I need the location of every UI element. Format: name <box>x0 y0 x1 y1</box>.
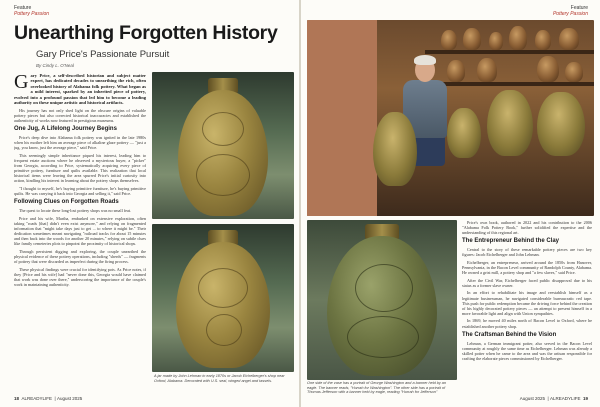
feature-tag-left <box>14 5 49 17</box>
paragraph: Through persistent digging and exploring, the couple unearthed the physical evidence of these pottery operations, including "sherds" — fragments of pottery that were discarded as imperfect during the firing process. <box>14 248 146 265</box>
page-number: 19 <box>582 396 588 401</box>
paragraph: After the Civil War, Eichelberger faced public disapproval due to his status as a former slave owner. <box>462 277 592 288</box>
paragraph: Price's own book, authored in 2022 and his contribution to the 2006 "Alabama Folk Pottery Book," further solidified the expertise and the understanding of this regional art. <box>462 220 592 236</box>
feature-tag-right <box>553 5 588 17</box>
right-page <box>301 0 600 407</box>
section-label: Pottery Passion <box>552 11 588 17</box>
drop-cap: G <box>14 73 29 93</box>
byline: By Cindy L. O'Neal <box>36 63 74 68</box>
paragraph: Lehman, a German immigrant potter, also served in the Bacon Level community at roughly the same time as Eichelberger. Lehman was already a skilled potter when he came to the area and was the artisan responsible for crafting the elaborate pieces commissioned by Eichelberger. <box>462 340 592 361</box>
section-heading: The Entrepreneur Behind the Clay <box>462 238 560 245</box>
headline: Unearthing Forgotten History <box>14 22 278 44</box>
jar-photo-bottom <box>152 224 294 372</box>
page-folio-left: 18 ALREADYLIFE | August 2025 <box>14 396 83 401</box>
paragraph: Price and his wife, Martha, embarked on extensive exploration, often taking "roads [that] didn't even exist anymore," and relying on fragmented information that "might take days just to get ... to where it might be." Their dedication sometimes meant navigating "railroad tracks for about 15 minutes and then back into the woods for another 20 minutes," relying on subtle clues like family cemeteries plots to pinpoint the proximity of historical shops. <box>14 215 146 247</box>
page-number: 18 <box>14 396 20 401</box>
section-heading: Following Clues on Forgotten Roads <box>14 199 119 206</box>
jar-photo-top <box>152 72 294 219</box>
section-heading: One Jug, A Lifelong Journey Begins <box>14 126 117 133</box>
photo-caption: A jar made by John Lehman in early 1870s or Jacob Eichelberger's shop near Oxford, Alabama. Decorated with U.S. seal, winged angel and tassels. <box>154 374 285 383</box>
issue-date: August 2025 <box>519 396 546 401</box>
lead-paragraph: Gary Price, a self-described historian and subject matter expert, has dedicated decades to unearthing the rich, often overlooked history of Alabama folk pottery. What began as a mild interest, sparked by an inherited piece of pottery, evolved into a profound passion that led him to become a leading authority on these unique artistic and historical artifacts. <box>14 73 146 106</box>
subhead: Gary Price's Passionate Pursuit <box>36 49 170 60</box>
paragraph: His journey has not only shed light on the obscure origins of valuable pottery pieces but also corrected historical inaccuracies and established the authenticity of works now featured in prestigious museums. <box>14 107 146 124</box>
feature-label: Feature <box>14 5 32 11</box>
page-folio-right: August 2025 | ALREADYLIFE 19 <box>519 396 588 401</box>
paragraph: "I thought to myself, he's buying primitive furniture, he's buying primitive quilts. He was carrying it back into Georgia and selling it," said Price. <box>14 186 146 197</box>
photo-caption: One side of the vase has a portrait of George Washington and a banner held by an eagle. The banner reads, "Hurrah for Washington". The other side has a portrait of Thomas Jefferson with a banner held by eagle, reading "Hurrah for Jefferson" <box>307 381 447 395</box>
article-column-left <box>14 73 146 391</box>
paragraph: Price's deep dive into Alabama folk pottery was ignited in the late 1980s when his mother left him an average piece of alkaline glaze pottery — "just a jug, you know, just the average piece," said Price. <box>14 135 146 151</box>
paragraph: Central to the story of these remarkable pottery pieces are two key figures: Jacob Eichelberger and John Lehman. <box>462 247 592 258</box>
pottery-shop-photo <box>307 20 594 216</box>
paragraph: The quest to locate these long-lost pottery shops was no small feat. <box>19 208 132 214</box>
paragraph: These physical findings were crucial for identifying pots. As Price notes, if they [Price and his wife] had "never done this, Georgia would have claimed that work was done over there," underscoring the importance of the couple's work in maintaining authenticity. <box>14 266 146 287</box>
magazine-name: ALREADYLIFE <box>21 396 53 401</box>
magazine-name: ALREADYLIFE <box>549 396 581 401</box>
paragraph: In 1869, he moved 40 miles north of Bacon Level to Oxford, where he established another pottery shop. <box>462 318 592 329</box>
green-jar-photo <box>307 220 457 380</box>
left-page <box>0 0 299 407</box>
paragraph: This seemingly simple inheritance piqued his interest, leading him to frequent estate auctions where he observed a mysterious buyer, a "picker" from Georgia, according to Price, systematically acquiring every piece of primitive pottery, furniture and quilts available. This realization that local historical items were leaving the area spurred Price's initial curiosity into action, kindling his interest in learning about the pottery shops themselves. <box>14 153 146 184</box>
article-column-right <box>462 220 592 390</box>
paragraph: In an effort to rehabilitate his image and reestablish himself as a legitimate businessman, he navigated considerable bureaucratic red tape. This push for public redemption became the driving force behind the creation of his highly decorated pottery pieces — an attempt to present himself in a more favorable light and align with Union sympathies. <box>462 290 592 316</box>
section-label: Pottery Passion <box>14 11 50 17</box>
feature-label: Feature <box>570 5 588 11</box>
section-heading: The Craftsman Behind the Vision <box>462 331 557 338</box>
paragraph: Eichelberger, an entrepreneur, arrived around the 1850s from Hanover, Pennsylvania, in the Bacon Level community of Randolph County, Alabama. He owned a grist mill, a pottery shop and "a few slaves," said Price. <box>462 259 592 276</box>
issue-date: August 2025 <box>56 396 83 401</box>
